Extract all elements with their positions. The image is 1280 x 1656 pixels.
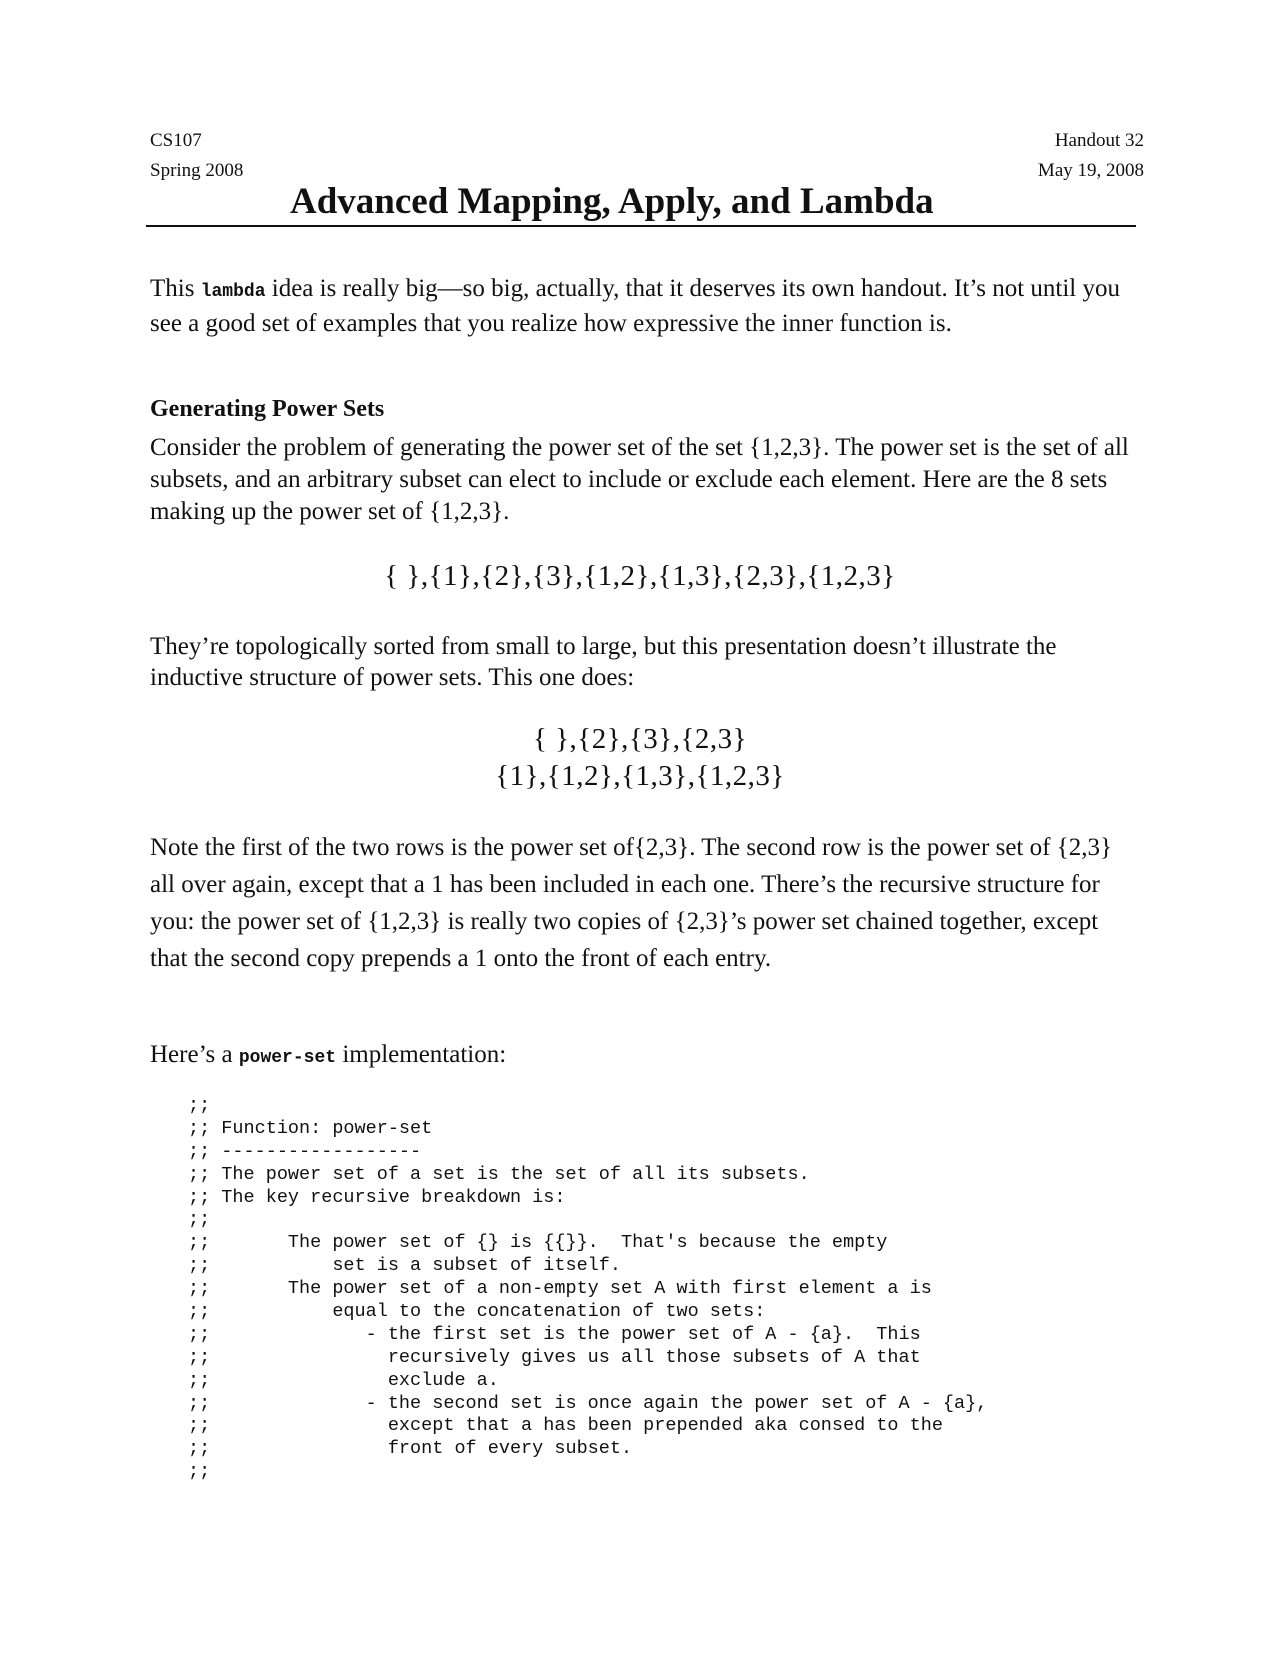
para3-text-a: Note the first of the two rows is the power set of (150, 834, 634, 861)
code-line: ;; The key recursive breakdown is: (188, 1186, 566, 1208)
code-line: ;; front of every subset. (188, 1438, 633, 1460)
para1-text-b: . The power set is the set of all subsets, and an arbitrary subset can elect to include or exclude each element. Here are the 8 sets making up the power set of (150, 434, 1129, 525)
intro-text-before: This (150, 275, 201, 302)
term-label: Spring 2008 (150, 160, 244, 181)
section-heading: Generating Power Sets (150, 396, 385, 422)
code-block (188, 1095, 987, 1484)
para4-text-before: Here’s a (150, 1041, 239, 1068)
para4-text-after: implementation: (336, 1041, 507, 1068)
set-2-3: {2,3} (674, 908, 730, 935)
intro-paragraph (150, 273, 1140, 339)
code-line: ;; exclude a. (188, 1369, 499, 1391)
power-set-row-1: { },{2},{3},{2,3} (532, 723, 748, 755)
set-1-2-3: {1,2,3} (749, 434, 824, 461)
code-line: ;; - the first set is the power set of A - {a}. This (188, 1323, 921, 1345)
power-set-row-2: {1},{1,2},{1,3},{1,2,3} (495, 760, 785, 792)
code-line: ;; Function: power-set (188, 1117, 433, 1139)
title-rule (146, 225, 1136, 227)
para3-text-c: all over again, except that a 1 has been included in each one. There’s the recursive structure for you: the power set of (150, 871, 1100, 935)
set-1-2-3: {1,2,3} (367, 908, 442, 935)
code-line: ;; The power set of a non-empty set A with first element a is (188, 1278, 932, 1300)
intro-text-after: idea is really big—so big, actually, that it deserves its own handout. It’s not until you see a good set of examples that you realize how expressive the inner function is. (150, 275, 1121, 337)
power-set-intro-paragraph (150, 432, 1140, 528)
code-line: ;; recursively gives us all those subsets of A that (188, 1346, 921, 1368)
course-label: CS107 (150, 130, 202, 151)
para1-text-c: . (503, 498, 510, 525)
code-line: ;; equal to the concatenation of two sets: (188, 1301, 766, 1323)
all-subsets-formula: { },{1},{2},{3},{1,2},{1,3},{2,3},{1,2,3} (384, 560, 896, 592)
code-line: ;; (188, 1209, 211, 1231)
code-line: ;; The power set of a set is the set of all its subsets. (188, 1163, 810, 1185)
code-line: ;; ------------------ (188, 1140, 422, 1162)
set-2-3: {2,3} (1056, 834, 1112, 861)
set-1-2-3: {1,2,3} (429, 498, 504, 525)
code-line: ;; (188, 1095, 211, 1116)
code-line: ;; The power set of {} is {{}}. That's because the empty (188, 1232, 888, 1254)
lambda-keyword: lambda (200, 282, 266, 302)
code-line: ;; - the second set is once again the power set of A - {a}, (188, 1392, 988, 1414)
para3-text-b: . The second row is the power set of (689, 834, 1057, 861)
code-line: ;; (188, 1461, 211, 1483)
set-2-3: {2,3} (633, 834, 690, 861)
implementation-intro (150, 1039, 1140, 1074)
para3-text-d: is really two copies of (441, 908, 675, 935)
para1-text-a: Consider the problem of generating the power set of the set (150, 434, 750, 461)
para3-text-e: ’s power set chained together, except that the second copy prepends a 1 onto the front of each entry. (150, 908, 1099, 972)
handout-number: Handout 32 (1054, 130, 1144, 151)
recursive-structure-paragraph (150, 829, 1140, 977)
power-set-keyword: power-set (238, 1048, 337, 1068)
code-line: ;; set is a subset of itself. (188, 1255, 621, 1277)
topological-paragraph: They’re topologically sorted from small to large, but this presentation doesn’t illustrate the inductive structure of power sets. This one does: (150, 633, 1057, 691)
handout-date: May 19, 2008 (1037, 160, 1144, 181)
code-line: ;; except that a has been prepended aka consed to the (188, 1415, 943, 1437)
page-title: Advanced Mapping, Apply, and Lambda (290, 181, 934, 222)
